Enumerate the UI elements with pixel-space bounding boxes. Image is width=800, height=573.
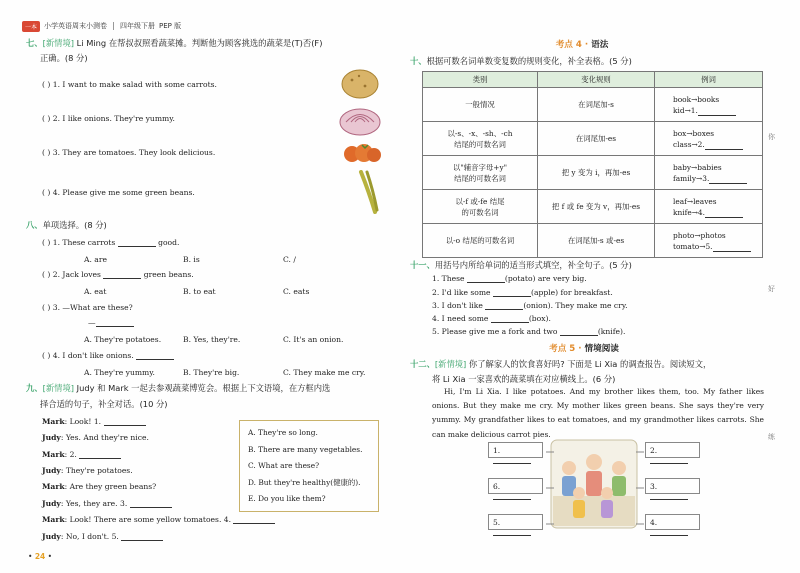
dialog-option-e: E. Do you like them? xyxy=(248,494,326,503)
s8-q1-option-b: B. is xyxy=(183,255,200,264)
s8-q1-option-a: A. are xyxy=(84,255,107,264)
table-row: 以-f 或-fe 结尾 的可数名词 把 f 或 fe 变为 v，再加-es leaf→leaves knife→4. xyxy=(423,190,763,224)
table-row: 以"辅音字母+y" 结尾的可数名词 把 y 变为 i，再加-es baby→babies family→3. xyxy=(423,156,763,190)
answer-box-1[interactable]: 1. xyxy=(488,442,543,458)
s8-q3-option-b: B. Yes, they're. xyxy=(183,335,241,344)
s8-q4-option-b: B. They're big. xyxy=(183,368,240,377)
s8-question-2: ( ) 2. Jack loves green beans. xyxy=(42,270,194,279)
dialog-line-3: Mark: 2. xyxy=(42,450,121,459)
answer-box-6[interactable]: 6. xyxy=(488,478,543,494)
s8-q4-option-a: A. They're yummy. xyxy=(84,368,155,377)
table-row: 以-o 结尾的可数名词 在词尾加-s 或-es photo→photos tomato→5. xyxy=(423,224,763,258)
table-header-category: 类别 xyxy=(423,72,538,88)
answer-box-4[interactable]: 4. xyxy=(645,514,700,530)
s8-q3-option-a: A. They're potatoes. xyxy=(84,335,162,344)
reading-passage: Hi, I'm Li Xia. I like potatoes. And my brother likes them, too. My father likes onions. But they make me cry. My mother likes green beans. She says they're very yummy. My grandfather likes to eat tomatoes, and my grandmother likes carrots. She can make delicious carrot pies. xyxy=(432,387,764,439)
section-9-title-cont: 择合适的句子，补全对话。(10 分) xyxy=(40,399,168,409)
publisher-logo: 一本 xyxy=(22,21,40,32)
s7-item-4: ( ) 4. Please give me some green beans. xyxy=(42,188,195,197)
s8-q3-option-c: C. It's an onion. xyxy=(283,335,344,344)
dialog-line-2: Judy: Yes. And they're nice. xyxy=(42,433,149,442)
s7-item-3: ( ) 3. They are tomatoes. They look delicious. xyxy=(42,148,216,157)
section-8-title: 八、单项选择。(8 分) xyxy=(26,220,107,230)
margin-char: 你 xyxy=(768,133,775,141)
s8-question-3: ( ) 3. —What are these? xyxy=(42,303,133,312)
dialog-option-a: A. They're so long. xyxy=(248,428,318,437)
section-7-title-cont: 正确。(8 分) xyxy=(40,53,88,63)
table-header-rule: 变化规则 xyxy=(538,72,655,88)
dialog-line-7: Mark: Look! There are some yellow tomatoes. 4. xyxy=(42,515,275,524)
margin-char: 好 xyxy=(768,285,775,293)
dialog-option-c: C. What are these? xyxy=(248,461,320,470)
potato-icon xyxy=(340,66,380,100)
margin-char: 练 xyxy=(768,433,775,441)
answer-box-3[interactable]: 3. xyxy=(645,478,700,494)
section-9-title: 九、[新情境] Judy 和 Mark 一起去参观蔬菜博览会。根据上下文语境，在方框内选 xyxy=(26,383,331,393)
s8-q2-option-c: C. eats xyxy=(283,287,310,296)
key-point-4-heading: 考点 4 · 语法 xyxy=(555,40,609,50)
table-header-example: 例词 xyxy=(655,72,763,88)
s8-question-4: ( ) 4. I don't like onions. xyxy=(42,351,174,360)
s8-q4-option-c: C. They make me cry. xyxy=(283,368,366,377)
s11-item-4: 4. I need some (box). xyxy=(432,314,551,323)
s7-item-1: ( ) 1. I want to make salad with some carrots. xyxy=(42,80,217,89)
dialog-line-1: Mark: Look! 1. xyxy=(42,417,146,426)
section-7-title: 七、[新情境] Li Ming 在帮叔叔照看蔬菜摊。判断他为顾客挑选的蔬菜是(T)否(F) xyxy=(26,38,323,48)
edition-label: PEP 版 xyxy=(159,22,182,30)
section-12-title: 十二、[新情境] 你了解家人的饮食喜好吗? 下面是 Li Xia 的调查报告。阅读短文， xyxy=(410,359,712,369)
page-number: • 24 • xyxy=(28,552,53,561)
onion-icon xyxy=(338,103,382,137)
table-row: 一般情况 在词尾加-s book→books kid→1. xyxy=(423,88,763,122)
s8-q2-option-a: A. eat xyxy=(84,287,107,296)
table-row: 以-s、-x、-sh、-ch 结尾的可数名词 在词尾加-es box→boxes class→2. xyxy=(423,122,763,156)
key-point-5-heading: 考点 5 · 情境阅读 xyxy=(549,344,619,354)
s8-q2-option-b: B. to eat xyxy=(183,287,216,296)
dialog-line-4: Judy: They're potatoes. xyxy=(42,466,133,475)
grade-label: 四年级下册 xyxy=(120,22,156,30)
s8-q3-answer-line: — xyxy=(88,318,134,327)
s11-item-1: 1. These (potato) are very big. xyxy=(432,274,587,283)
dialog-line-8: Judy: No, I don't. 5. xyxy=(42,532,163,541)
s11-item-5: 5. Please give me a fork and two (knife). xyxy=(432,327,626,336)
dialog-options-box xyxy=(239,420,379,512)
tomato-icon xyxy=(342,140,382,166)
dialog-line-6: Judy: Yes, they are. 3. xyxy=(42,499,172,508)
plural-rules-table xyxy=(422,71,763,258)
s8-question-1: ( ) 1. These carrots good. xyxy=(42,238,180,247)
dialog-option-b: B. There are many vegetables. xyxy=(248,444,363,454)
s11-item-3: 3. I don't like (onion). They make me cry. xyxy=(432,301,628,310)
green-bean-icon xyxy=(355,170,381,214)
page-header xyxy=(22,20,181,32)
answer-box-5[interactable]: 5. xyxy=(488,514,543,530)
answer-box-2[interactable]: 2. xyxy=(645,442,700,458)
section-12-title-cont: 将 Li Xia 一家喜欢的蔬菜填在对应横线上。(6 分) xyxy=(432,374,616,384)
s7-item-2: ( ) 2. I like onions. They're yummy. xyxy=(42,114,175,123)
s8-q1-option-c: C. / xyxy=(283,255,296,264)
series-title: 小学英语周末小测卷 xyxy=(44,22,108,30)
dialog-option-d: D. But they're healthy(健康的). xyxy=(248,477,361,487)
section-11-title: 十一、用括号内所给单词的适当形式填空，补全句子。(5 分) xyxy=(410,260,632,270)
connector-lines xyxy=(540,440,650,530)
dialog-line-5: Mark: Are they green beans? xyxy=(42,482,157,491)
s11-item-2: 2. I'd like some (apple) for breakfast. xyxy=(432,288,613,297)
section-10-title: 十、根据可数名词单数变复数的规则变化，补全表格。(5 分) xyxy=(410,56,632,66)
